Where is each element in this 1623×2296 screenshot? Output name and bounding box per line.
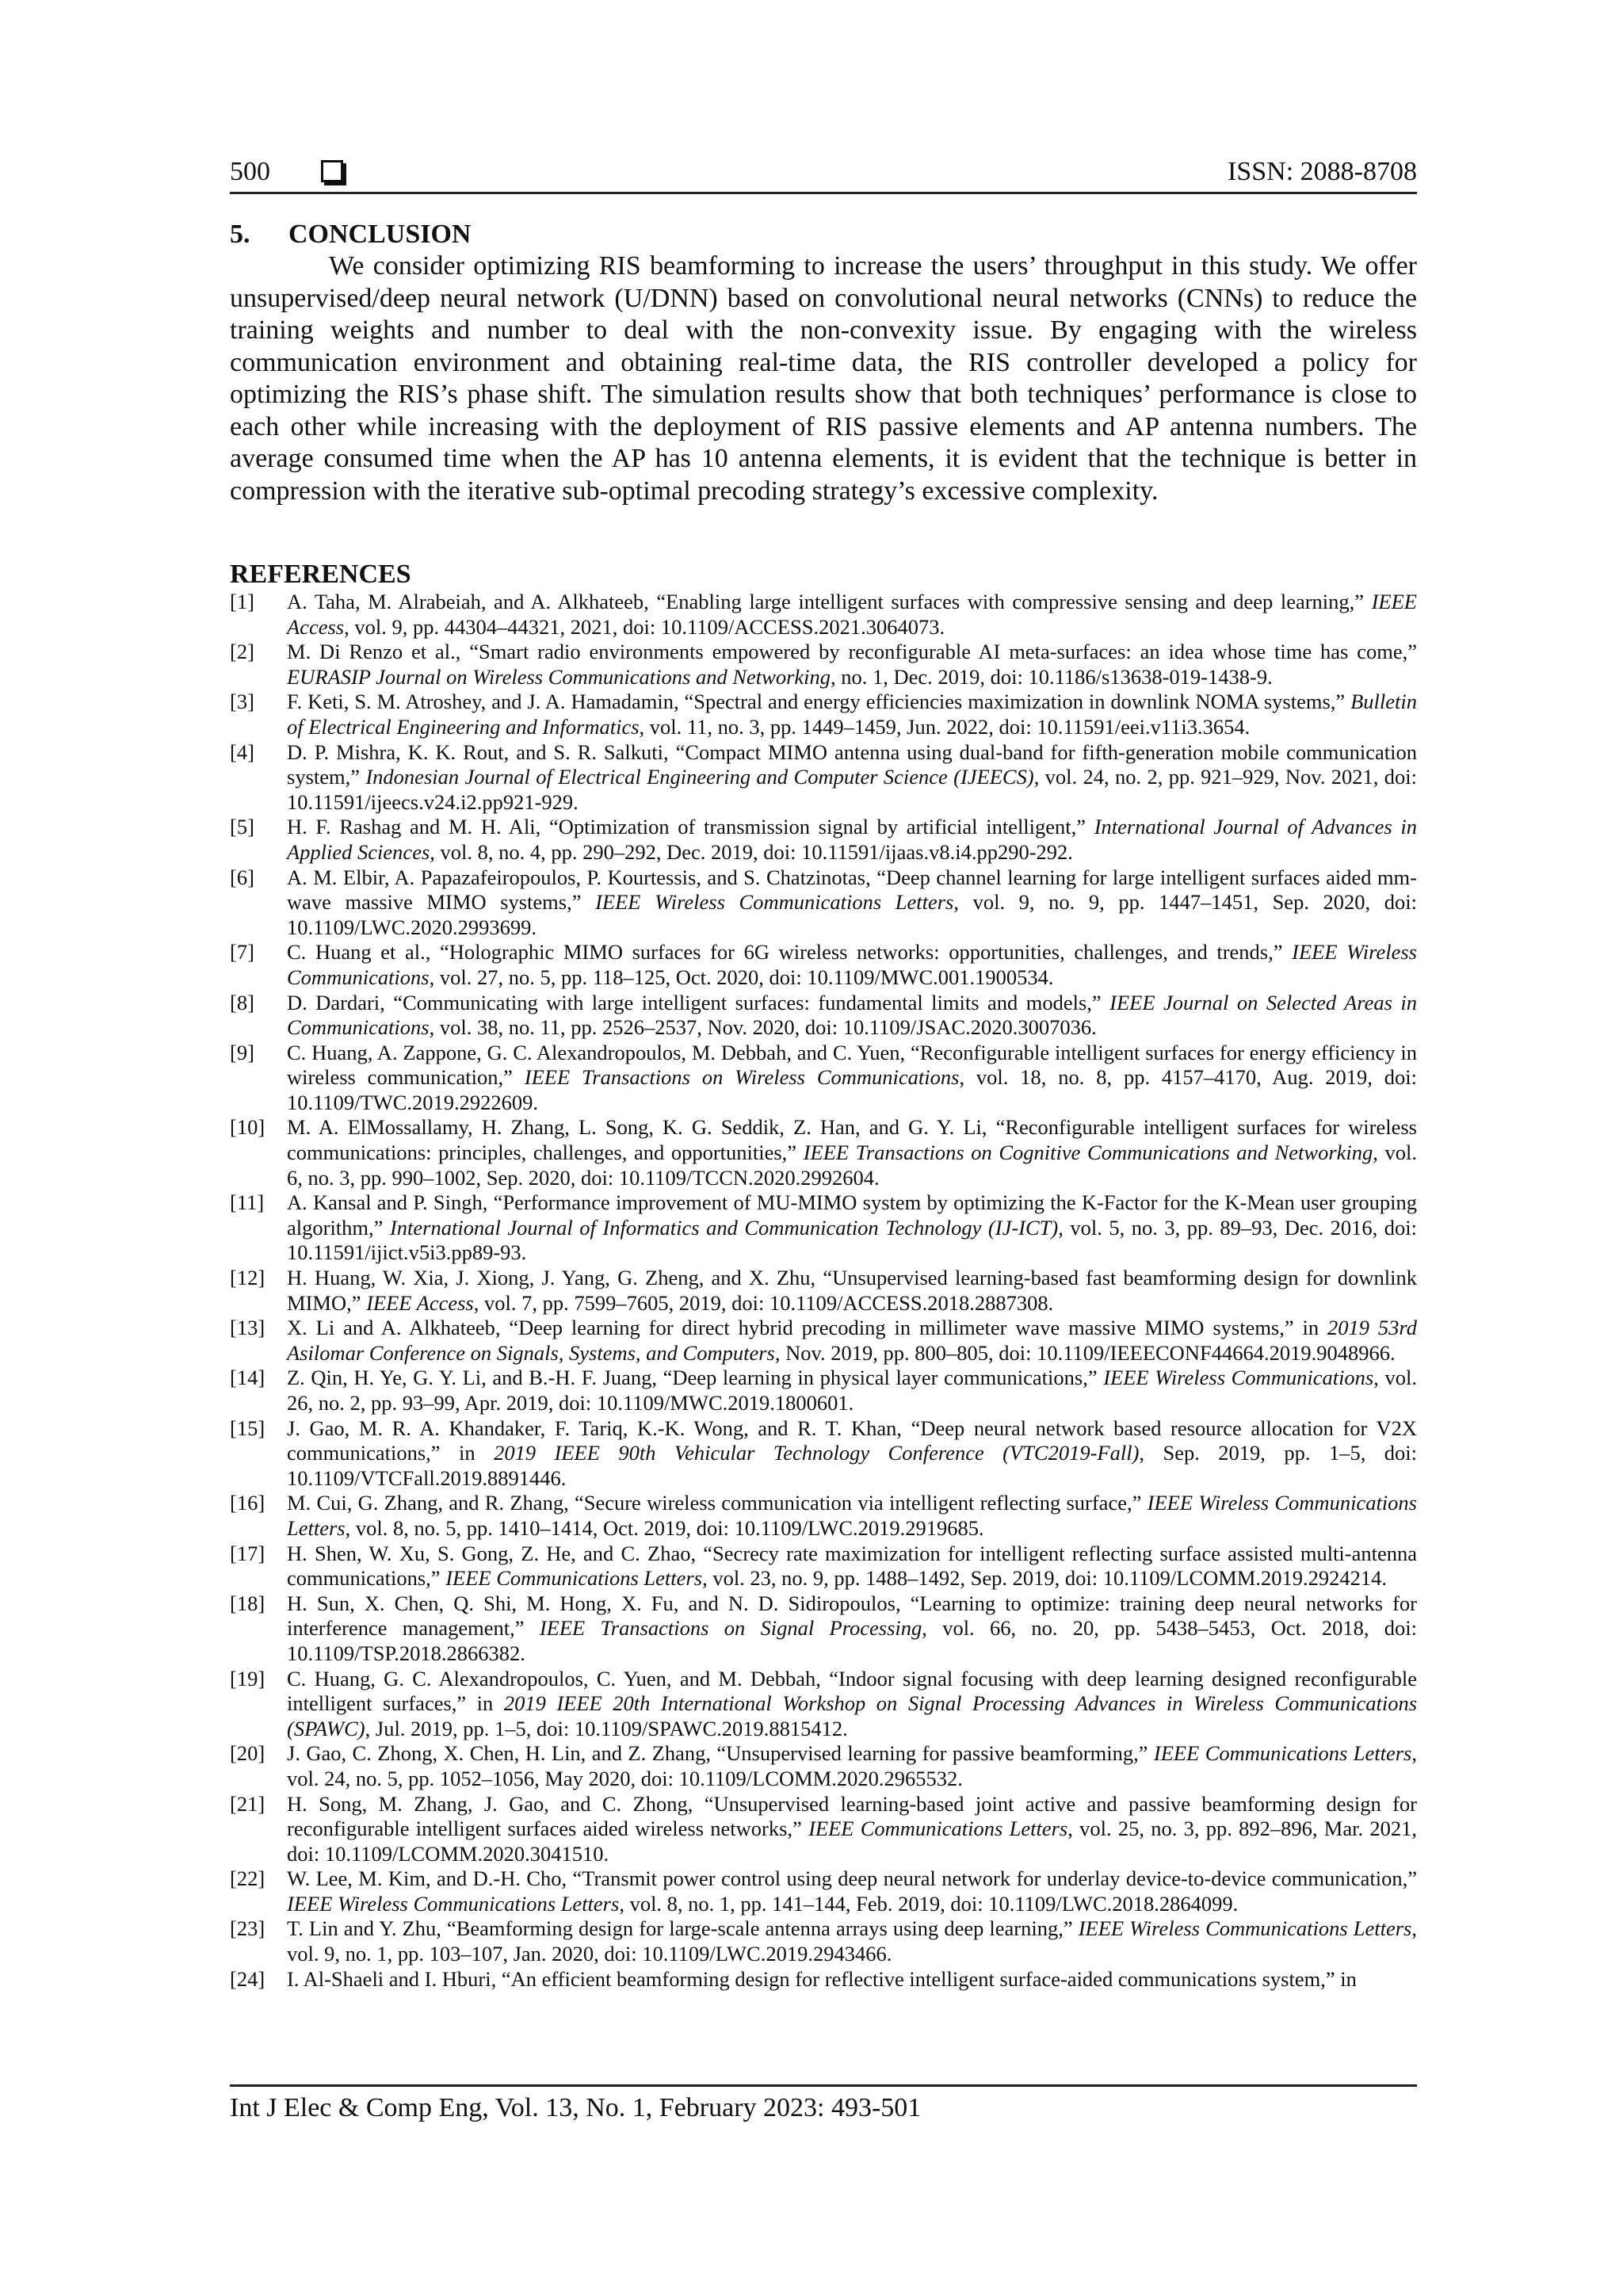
- reference-text: H. Song, M. Zhang, J. Gao, and C. Zhong, “Unsupervised learning-based joint active and passive beamforming design for reconfigurable intelligent surfaces aided wireless networks,”: [287, 1791, 1417, 1841]
- reference-text: F. Keti, S. M. Atroshey, and J. A. Hamadamin, “Spectral and energy efficiencies maximization in downlink NOMA systems,”: [287, 690, 1351, 714]
- reference-details: , vol. 23, no. 9, pp. 1488–1492, Sep. 2019, doi: 10.1109/LCOMM.2019.2924214.: [702, 1566, 1388, 1591]
- reference-venue: IEEE Communications Letters: [445, 1566, 703, 1591]
- reference-details: , vol. 8, no. 1, pp. 141–144, Feb. 2019, doi: 10.1109/LWC.2018.2864099.: [619, 1891, 1239, 1916]
- reference-item: [230, 1667, 1417, 1742]
- reference-number: [2]: [230, 640, 254, 664]
- reference-number: [16]: [230, 1491, 265, 1515]
- reference-venue: IEEE Wireless Communications Letters: [1078, 1916, 1412, 1941]
- reference-number: [5]: [230, 815, 254, 839]
- reference-item: [230, 1916, 1417, 1966]
- reference-details: , vol. 8, no. 5, pp. 1410–1414, Oct. 2019, doi: 10.1109/LWC.2019.2919685.: [345, 1515, 984, 1540]
- reference-details: , vol. 9, no. 1, pp. 103–107, Jan. 2020, doi: 10.1109/LWC.2019.2943466.: [287, 1916, 1417, 1966]
- reference-details: , vol. 25, no. 3, pp. 892–896, Mar. 2021, doi: 10.1109/LCOMM.2020.3041510.: [287, 1817, 1417, 1866]
- reference-details: , vol. 24, no. 5, pp. 1052–1056, May 2020, doi: 10.1109/LCOMM.2020.2965532.: [287, 1741, 1417, 1790]
- reference-venue: 2019 IEEE 20th International Workshop on Signal Processing Advances in Wireless Communications (SPAWC): [287, 1691, 1418, 1740]
- reference-text: I. Al-Shaeli and I. Hburi, “An efficient beamforming design for reflective intelligent surface-aided communications system,” in: [287, 1966, 1357, 1991]
- reference-item: [230, 1266, 1417, 1316]
- reference-details: , vol. 8, no. 4, pp. 290–292, Dec. 2019, doi: 10.11591/ijaas.v8.i4.pp290-292.: [430, 839, 1073, 864]
- reference-text: H. Sun, X. Chen, Q. Shi, M. Hong, X. Fu, and N. D. Sidiropoulos, “Learning to optimize: training deep neural networks for interference management,”: [287, 1591, 1417, 1641]
- reference-item: [230, 815, 1417, 865]
- reference-details: , vol. 11, no. 3, pp. 1449–1459, Jun. 2022, doi: 10.11591/eei.v11i3.3654.: [639, 714, 1251, 739]
- reference-text: H. F. Rashag and M. H. Ali, “Optimization of transmission signal by artificial intelligent,”: [287, 815, 1094, 839]
- reference-number: [19]: [230, 1666, 265, 1690]
- references-heading: REFERENCES: [230, 560, 411, 589]
- reference-details: , vol. 66, no. 20, pp. 5438–5453, Oct. 2018, doi: 10.1109/TSP.2018.2866382.: [287, 1616, 1417, 1665]
- reference-item: [230, 1115, 1417, 1190]
- reference-number: [13]: [230, 1316, 265, 1340]
- reference-venue: IEEE Access: [287, 590, 1417, 639]
- reference-number: [12]: [230, 1266, 265, 1290]
- reference-text: J. Gao, M. R. A. Khandaker, F. Tariq, K.-K. Wong, and R. T. Khan, “Deep neural network based resource allocation for V2X communications,” in: [287, 1415, 1417, 1465]
- reference-text: A. M. Elbir, A. Papazafeiropoulos, P. Kourtessis, and S. Chatzinotas, “Deep channel learning for large intelligent surfaces aided mm-wave massive MIMO systems,”: [287, 865, 1417, 915]
- reference-details: , vol. 9, pp. 44304–44321, 2021, doi: 10.1109/ACCESS.2021.3064073.: [344, 614, 945, 639]
- reference-text: D. Dardari, “Communicating with large intelligent surfaces: fundamental limits and models,”: [287, 990, 1110, 1014]
- reference-item: [230, 1741, 1417, 1791]
- reference-venue: EURASIP Journal on Wireless Communications and Networking: [287, 664, 831, 689]
- reference-details: , vol. 5, no. 3, pp. 89–93, Dec. 2016, doi: 10.11591/ijict.v5i3.pp89-93.: [287, 1215, 1417, 1265]
- reference-item: [230, 1316, 1417, 1366]
- reference-venue: International Journal of Informatics and Communication Technology (IJ-ICT): [389, 1215, 1059, 1240]
- reference-item: [230, 1866, 1417, 1916]
- reference-details: , Sep. 2019, pp. 1–5, doi: 10.1109/VTCFall.2019.8891446.: [287, 1441, 1417, 1490]
- section-number: 5.: [230, 220, 250, 249]
- reference-number: [9]: [230, 1040, 254, 1064]
- reference-text: M. Di Renzo et al., “Smart radio environments empowered by reconfigurable AI meta-surfaces: an idea whose time has come,”: [287, 640, 1417, 664]
- square-bullet-icon: [321, 160, 343, 182]
- reference-venue: IEEE Wireless Communications: [287, 940, 1417, 989]
- reference-number: [15]: [230, 1415, 265, 1440]
- reference-venue: IEEE Communications Letters: [808, 1817, 1068, 1841]
- reference-item: [230, 690, 1417, 739]
- reference-item: [230, 1967, 1417, 1992]
- page-header: [230, 151, 1417, 194]
- reference-text: C. Huang et al., “Holographic MIMO surfaces for 6G wireless networks: opportunities, challenges, and trends,”: [287, 940, 1293, 965]
- reference-item: [230, 1541, 1417, 1591]
- reference-item: [230, 991, 1417, 1041]
- reference-venue: IEEE Communications Letters: [1153, 1741, 1412, 1766]
- reference-number: [10]: [230, 1115, 265, 1140]
- section-title: CONCLUSION: [288, 220, 472, 249]
- conclusion-section: [230, 219, 1417, 507]
- reference-number: [3]: [230, 690, 254, 714]
- reference-text: A. Kansal and P. Singh, “Performance improvement of MU-MIMO system by optimizing the K-Factor for the K-Mean user grouping algorithm,”: [287, 1190, 1417, 1240]
- reference-venue: 2019 IEEE 90th Vehicular Technology Conference (VTC2019-Fall): [494, 1441, 1140, 1465]
- reference-details: , vol. 27, no. 5, pp. 118–125, Oct. 2020, doi: 10.1109/MWC.001.1900534.: [429, 965, 1054, 989]
- reference-number: [20]: [230, 1741, 265, 1766]
- reference-text: C. Huang, G. C. Alexandropoulos, C. Yuen, and M. Debbah, “Indoor signal focusing with deep learning designed reconfigurable intelligent surfaces,” in: [287, 1666, 1417, 1716]
- reference-details: , vol. 38, no. 11, pp. 2526–2537, Nov. 2020, doi: 10.1109/JSAC.2020.3007036.: [429, 1015, 1097, 1040]
- reference-item: [230, 865, 1417, 941]
- reference-details: , vol. 9, no. 9, pp. 1447–1451, Sep. 2020, doi: 10.1109/LWC.2020.2993699.: [287, 890, 1418, 939]
- reference-item: [230, 1366, 1417, 1415]
- reference-text: J. Gao, C. Zhong, X. Chen, H. Lin, and Z. Zhang, “Unsupervised learning for passive beamforming,”: [287, 1741, 1154, 1766]
- reference-number: [23]: [230, 1916, 265, 1941]
- section-heading: [230, 219, 1417, 250]
- footer-citation: Int J Elec & Comp Eng, Vol. 13, No. 1, February 2023: 493-501: [230, 2093, 922, 2122]
- reference-details: , vol. 6, no. 3, pp. 990–1002, Sep. 2020, doi: 10.1109/TCCN.2020.2992604.: [287, 1140, 1418, 1190]
- reference-text: M. Cui, G. Zhang, and R. Zhang, “Secure wireless communication via intelligent reflecting surface,”: [287, 1491, 1148, 1515]
- reference-venue: IEEE Transactions on Wireless Communications: [524, 1065, 960, 1090]
- reference-number: [24]: [230, 1966, 265, 1991]
- reference-item: [230, 1416, 1417, 1492]
- reference-text: C. Huang, A. Zappone, G. C. Alexandropoulos, M. Debbah, and C. Yuen, “Reconfigurable intelligent surfaces for energy efficiency in wireless communication,”: [287, 1040, 1417, 1090]
- reference-item: [230, 1591, 1417, 1667]
- reference-venue: IEEE Wireless Communications Letters: [287, 1491, 1417, 1540]
- reference-venue: IEEE Access: [366, 1290, 474, 1315]
- reference-venue: 2019 53rd Asilomar Conference on Signals, Systems, and Computers: [287, 1316, 1417, 1365]
- reference-venue: Indonesian Journal of Electrical Engineering and Computer Science (IJEECS): [365, 765, 1034, 789]
- reference-text: D. P. Mishra, K. K. Rout, and S. R. Salkuti, “Compact MIMO antenna using dual-band for fifth-generation mobile communication system,”: [287, 739, 1417, 789]
- reference-number: [8]: [230, 990, 254, 1014]
- reference-number: [4]: [230, 739, 254, 764]
- reference-number: [14]: [230, 1366, 265, 1390]
- reference-item: [230, 740, 1417, 816]
- reference-number: [22]: [230, 1866, 265, 1891]
- reference-item: [230, 1190, 1417, 1266]
- reference-venue: IEEE Transactions on Signal Processing: [539, 1616, 922, 1641]
- reference-venue: IEEE Wireless Communications Letters: [595, 890, 954, 915]
- reference-number: [1]: [230, 590, 254, 613]
- reference-number: [11]: [230, 1190, 265, 1215]
- reference-text: H. Huang, W. Xia, J. Xiong, J. Yang, G. Zheng, and X. Zhu, “Unsupervised learning-based fast beamforming design for downlink MIMO,”: [287, 1266, 1417, 1315]
- reference-text: T. Lin and Y. Zhu, “Beamforming design for large-scale antenna arrays using deep learning,”: [287, 1916, 1079, 1941]
- reference-number: [6]: [230, 865, 254, 889]
- reference-venue: IEEE Wireless Communications: [1103, 1366, 1374, 1390]
- reference-text: A. Taha, M. Alrabeiah, and A. Alkhateeb, “Enabling large intelligent surfaces with compressive sensing and deep learning,”: [287, 590, 1372, 613]
- reference-venue: Bulletin of Electrical Engineering and Informatics: [287, 690, 1417, 739]
- reference-item: [230, 1491, 1417, 1541]
- reference-item: [230, 940, 1417, 990]
- reference-text: W. Lee, M. Kim, and D.-H. Cho, “Transmit power control using deep neural network for underlay device-to-device communication,”: [287, 1866, 1417, 1891]
- issn: ISSN: 2088-8708: [1228, 157, 1417, 186]
- reference-details: , Nov. 2019, pp. 800–805, doi: 10.1109/IEEECONF44664.2019.9048966.: [774, 1340, 1396, 1365]
- reference-item: [230, 1041, 1417, 1116]
- reference-text: Z. Qin, H. Ye, G. Y. Li, and B.-H. F. Juang, “Deep learning in physical layer communications,”: [287, 1366, 1104, 1390]
- reference-venue: International Journal of Advances in Applied Sciences: [287, 815, 1417, 864]
- page-footer: [230, 2084, 1417, 2123]
- reference-venue: IEEE Journal on Selected Areas in Communications: [287, 990, 1417, 1040]
- reference-details: , vol. 7, pp. 7599–7605, 2019, doi: 10.1109/ACCESS.2018.2887308.: [473, 1290, 1054, 1315]
- reference-number: [21]: [230, 1791, 265, 1816]
- reference-text: X. Li and A. Alkhateeb, “Deep learning for direct hybrid precoding in millimeter wave massive MIMO systems,” in: [287, 1316, 1328, 1340]
- reference-details: , Jul. 2019, pp. 1–5, doi: 10.1109/SPAWC.2019.8815412.: [365, 1716, 848, 1740]
- reference-details: , vol. 18, no. 8, pp. 4157–4170, Aug. 2019, doi: 10.1109/TWC.2019.2922609.: [287, 1065, 1417, 1114]
- reference-details: , no. 1, Dec. 2019, doi: 10.1186/s13638-019-1438-9.: [831, 664, 1273, 689]
- reference-number: [17]: [230, 1541, 265, 1565]
- reference-details: , vol. 24, no. 2, pp. 921–929, Nov. 2021, doi: 10.11591/ijeecs.v24.i2.pp921-929.: [287, 765, 1417, 814]
- reference-item: [230, 590, 1417, 640]
- reference-number: [7]: [230, 940, 254, 965]
- reference-item: [230, 1792, 1417, 1867]
- page-number: 500: [230, 157, 270, 186]
- reference-number: [18]: [230, 1591, 265, 1615]
- reference-text: H. Shen, W. Xu, S. Gong, Z. He, and C. Zhao, “Secrecy rate maximization for intelligent reflecting surface assisted multi-antenna communications,”: [287, 1541, 1417, 1591]
- reference-text: M. A. ElMossallamy, H. Zhang, L. Song, K. G. Seddik, Z. Han, and G. Y. Li, “Reconfigurable intelligent surfaces for wireless communications: principles, challenges, and opportunities,”: [287, 1115, 1417, 1165]
- reference-venue: IEEE Transactions on Cognitive Communications and Networking: [803, 1140, 1373, 1165]
- reference-details: , vol. 26, no. 2, pp. 93–99, Apr. 2019, doi: 10.1109/MWC.2019.1800601.: [287, 1366, 1417, 1415]
- conclusion-paragraph: We consider optimizing RIS beamforming to increase the users’ throughput in this study. We offer unsupervised/deep neural network (U/DNN) based on convolutional neural networks (CNNs) to reduce the training weights and number to deal with the non-convexity issue. By engaging with the wireless communication environment and obtaining real-time data, the RIS controller developed a policy for optimizing the RIS’s phase shift. The simulation results show that both techniques’ performance is close to each other while increasing with the deployment of RIS passive elements and AP antenna numbers. The average consumed time when the AP has 10 antenna elements, it is evident that the technique is better in compression with the iterative sub-optimal precoding strategy’s excessive complexity.: [230, 251, 1417, 506]
- reference-item: [230, 640, 1417, 690]
- reference-venue: IEEE Wireless Communications Letters: [287, 1891, 620, 1916]
- references-list: [230, 590, 1417, 1992]
